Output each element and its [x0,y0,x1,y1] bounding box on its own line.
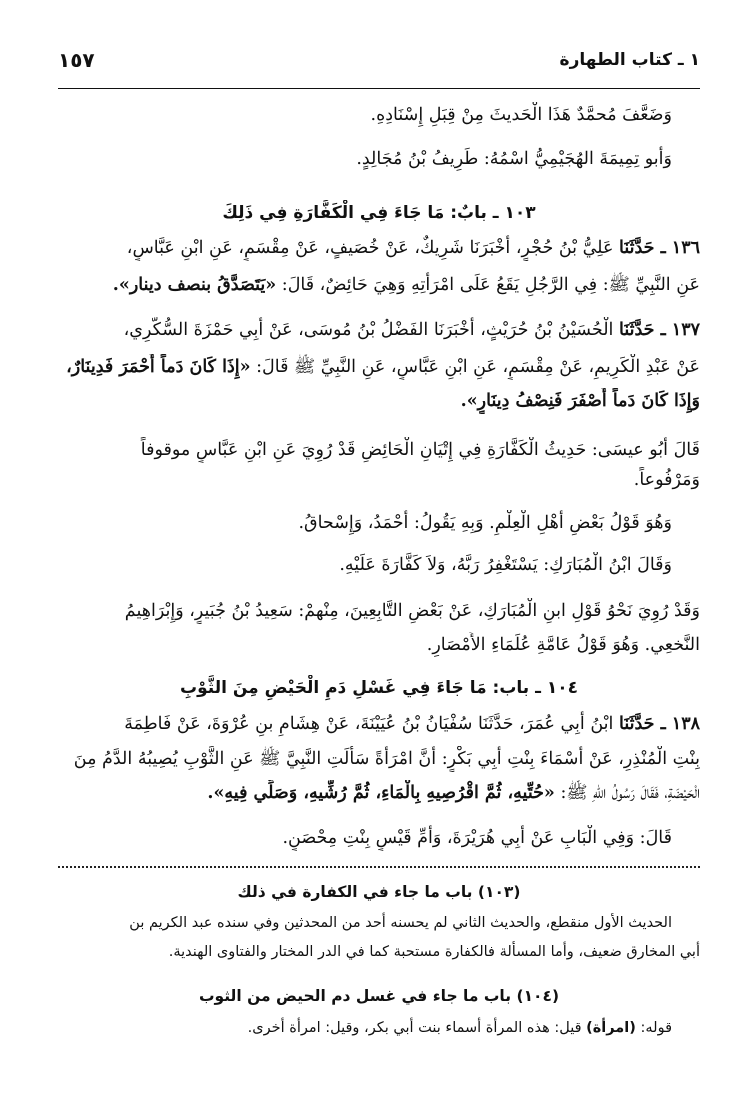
chapter-103-heading: ١٠٣ ـ بابٌ: مَا جَاءَ فِي الْكَفَّارَةِ فِي ذَلِكَ [222,203,536,223]
hadith-137-line-3 [58,388,700,414]
header-rule [58,88,700,89]
prophetic-saying: «إِذَا كَانَ دَماً أَحْمَرَ فَدِينَارٌ، [66,357,251,377]
hadith-number: ١٣٧ ـ حَدَّثَنَا [618,320,700,340]
footnote-line: أبي المخارق ضعيف، وأما المسألة فالكفارة مستحبة كما في الدر المختار والفتاوى الهندية. [168,944,700,960]
isnad-text: الْحُسَيْنُ بْنُ حُرَيْثٍ، أَخْبَرَنَا الفَضْلُ بْنُ مُوسَى، عَنْ أَبِي حَمْزَةَ السُّكَّرِي، [123,320,614,340]
text-line: وَضَعَّفَ مُحمَّدٌ هَذَا الْحَديثَ مِنْ قِبَلِ إِسْنَادِهِ. [370,105,672,125]
hadith-137-line-1 [58,317,700,343]
footnote-text: قيل: هذه المرأة أسماء بنت أبي بكر، وقيل: امرأة أخرى. [247,1020,582,1036]
text-line: وَقَدْ رُوِيَ نَحْوُ قَوْلِ ابنِ الْمُبَارَكِ، عَنْ بَعْضِ التَّابِعِينَ، مِنْهمْ: سَعِيدُ بْنُ جُبَيرٍ، وَإِبْرَاهِيمُ [124,601,700,621]
hadith-number: ١٣٦ ـ حَدَّثَنَا [618,238,700,258]
footnote-heading-103: (١٠٣) باب ما جاء في الكفارة في ذلك [237,883,521,901]
text-line: وَهُوَ قَوْلُ بَعْضِ أَهْلِ الْعِلْمِ. وَبِهِ يَقُولُ: أَحْمَدُ، وَإِسْحاقُ. [298,513,672,533]
chapter-title: ١ ـ كتاب الطهارة [559,50,700,70]
page-header [58,44,700,84]
prophetic-saying: وَإِذَا كَانَ دَماً أَصْفَرَ فَنِصْفُ دِينَارٍ». [460,391,700,411]
prophetic-saying: «يَتَصَدَّقُ بنصف دينار». [112,275,277,295]
prophetic-saying: «حُتِّيهِ، ثُمَّ اقْرُصِيهِ بِالْمَاءِ، ثُمَّ رُشِّيهِ، وَصَلِّي فِيهِ». [207,783,555,803]
hadith-138-line-1 [58,711,700,737]
isnad-text: عَنْ عَبْدِ الْكَرِيمِ، عَنْ مِقْسَمٍ، عَنِ ابْنِ عَبَّاسٍ، عَنِ النَّبِيِّ ﷺ قَالَ: [256,357,700,377]
footnote-heading-104: (١٠٤) باب ما جاء في غسل دم الحيض من الثوب [198,987,560,1005]
text-line: وَأبو تِمِيمَةَ الهُجَيْمِيُّ اسْمُهُ: طَرِيفُ بْنُ مُجَالِدٍ. [356,149,672,169]
text-line: وَقَالَ ابْنُ الْمُبَارَكِ: يَسْتَغْفِرُ رَبَّهُ، وَلاَ كَفَّارَةَ عَلَيْهِ. [339,555,672,575]
hadith-136-line-1 [58,235,700,261]
matn-text: الْحَيْضَةِ، فَقَالَ رَسُولُ اللهِ ﷺ: [560,783,700,803]
chapter-104-heading: ١٠٤ ـ باب: مَا جَاءَ فِي غَسْلِ دَمِ الْحَيْضِ مِنَ الثَّوْبِ [180,678,578,698]
hadith-138-line-3 [58,780,700,806]
text-line: قَالَ أَبُو عيسَى: حَدِيثُ الْكَفَّارَةِ فِي إِتْيَانِ الْحَائِضِ قَدْ رُوِيَ عَنِ ابْنِ عَبَّاسٍ موقوفاً [140,440,700,460]
hadith-138-line-2: بِنْتِ الْمُنْذِرِ، عَنْ أَسْمَاءَ بِنْتِ أَبِي بَكْرٍ: أَنَّ امْرَأَةً سَأَلَتِ النَّبِيَّ ﷺ عَنِ الثَّوْبِ يُصِيبُهُ الدَّمُ مِنَ [73,749,700,769]
footnote-separator [58,866,700,868]
footnote-keyword: (امرأة) [586,1020,636,1036]
hadith-136-line-2 [58,272,700,298]
footnote-line [58,1016,672,1040]
text-line: وَمَرْفُوعاً. [633,470,700,490]
hadith-number: ١٣٨ ـ حَدَّثَنَا [618,714,700,734]
text-line: النَّخعِي. وَهُوَ قَوْلُ عَامَّةِ عُلَمَاءِ الأَمْصَارِ. [426,635,700,655]
hadith-137-line-2 [58,354,700,380]
page-number: ١٥٧ [58,48,95,72]
isnad-text: ابْنُ أَبِي عُمَرَ، حَدَّثَنَا سُفْيَانُ بْنُ عُيَيْنَةَ، عَنْ هِشَامِ بنِ عُرْوَةَ، عَنْ فَاطِمَةَ [124,714,614,734]
matn-text: عَنِ النَّبِيِّ ﷺ: فِي الرَّجُلِ يَقَعُ عَلَى امْرَأَتِهِ وَهِيَ حَائِضٌ، قَالَ: [281,275,700,295]
isnad-text: عَلِيُّ بْنُ حُجْرٍ، أَخْبَرَنَا شَرِيكٌ، عَنْ خُصَيفٍ، عَنْ مِقْسَمٍ، عَنِ ابْنِ عَبَّاسٍ، [126,238,614,258]
footnote-line: الحديث الأول منقطع، والحديث الثاني لم يحسنه أحد من المحدثين وفي سنده عبد الكريم بن [129,915,672,931]
footnote-lead: قوله: [640,1020,672,1036]
text-line: قَالَ: وَفِي الْبَابِ عَنْ أَبِي هُرَيْرَةَ، وَأُمِّ قَيْسٍ بِنْتِ مِحْصَنٍ. [282,828,672,848]
